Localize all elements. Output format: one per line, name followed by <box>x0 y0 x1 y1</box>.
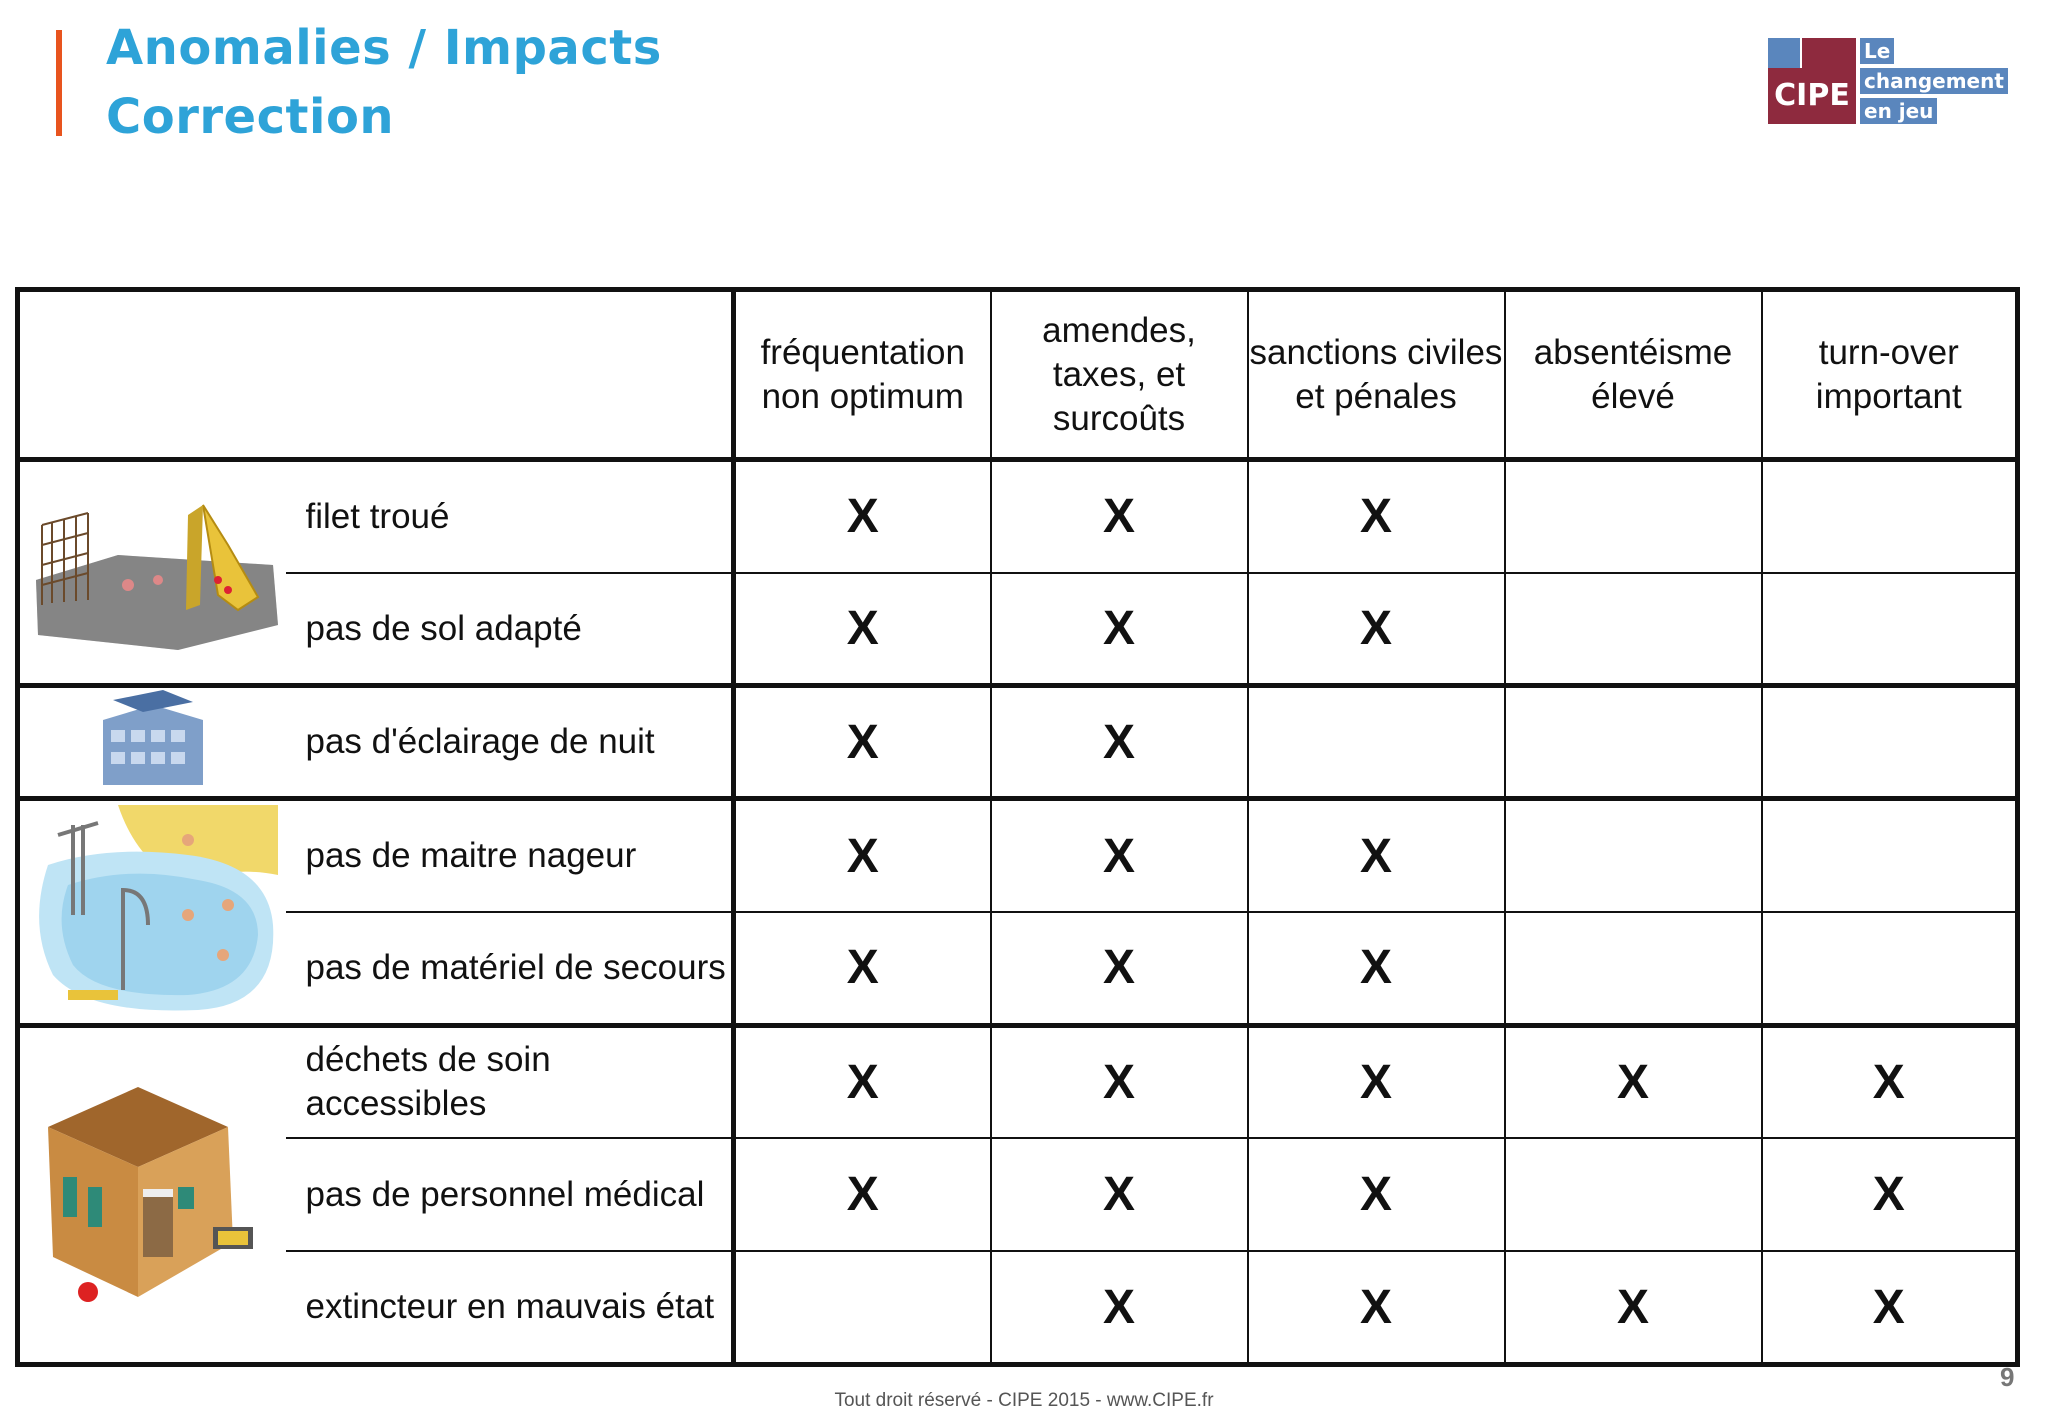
impact-mark: X <box>734 912 991 1025</box>
table-row <box>18 1025 2018 1138</box>
title-line-1: Anomalies / Impacts <box>106 20 662 76</box>
impact-mark: X <box>734 573 991 686</box>
logo-tag-3: en jeu <box>1860 98 1937 124</box>
impact-mark: X <box>991 799 1248 912</box>
impact-mark: X <box>991 573 1248 686</box>
page-title <box>106 14 662 152</box>
title-line-2: Correction <box>106 89 395 145</box>
impact-mark: X <box>991 686 1248 799</box>
table-row <box>18 573 2018 686</box>
row-label: pas de personnel médical <box>286 1138 734 1251</box>
impact-mark: X <box>1505 1251 1762 1364</box>
page-number: 9 <box>2000 1362 2015 1392</box>
impact-mark <box>1505 799 1762 912</box>
cipe-logo <box>1768 38 2018 130</box>
impact-mark: X <box>734 1138 991 1251</box>
column-header: sanctions civiles et pénales <box>1248 290 1505 460</box>
row-label: filet troué <box>286 460 734 573</box>
impact-mark: X <box>991 460 1248 573</box>
header-row <box>18 290 2018 460</box>
table-row <box>18 799 2018 912</box>
impact-mark <box>1505 573 1762 686</box>
logo-tag-1: Le <box>1860 38 1894 64</box>
table-row <box>18 1138 2018 1251</box>
building-illustration <box>18 686 286 799</box>
impact-mark: X <box>1762 1025 2018 1138</box>
impact-mark: X <box>734 799 991 912</box>
column-header: amendes, taxes, et surcoûts <box>991 290 1248 460</box>
impact-mark: X <box>734 460 991 573</box>
impact-mark: X <box>991 1025 1248 1138</box>
table-row <box>18 686 2018 799</box>
table-row <box>18 1251 2018 1364</box>
impact-mark: X <box>991 1251 1248 1364</box>
header-corner <box>18 290 734 460</box>
impact-mark: X <box>991 912 1248 1025</box>
impact-mark <box>1762 686 2018 799</box>
row-label: pas de maitre nageur <box>286 799 734 912</box>
impact-mark: X <box>1248 460 1505 573</box>
row-label: pas de sol adapté <box>286 573 734 686</box>
impact-mark: X <box>1248 912 1505 1025</box>
impact-mark: X <box>734 1025 991 1138</box>
impact-mark <box>1505 460 1762 573</box>
table-row <box>18 460 2018 573</box>
impact-mark <box>1248 686 1505 799</box>
impact-mark <box>1762 912 2018 1025</box>
impact-mark <box>1762 799 2018 912</box>
impact-mark <box>734 1251 991 1364</box>
impact-mark <box>1505 912 1762 1025</box>
column-header: absentéisme élevé <box>1505 290 1762 460</box>
impact-mark <box>1762 573 2018 686</box>
impact-mark <box>1505 1138 1762 1251</box>
impact-mark <box>1762 460 2018 573</box>
row-label: déchets de soin accessibles <box>286 1025 734 1138</box>
row-label: pas de matériel de secours <box>286 912 734 1025</box>
impact-mark <box>1505 686 1762 799</box>
impact-mark: X <box>1248 799 1505 912</box>
logo-name: CIPE <box>1768 68 1856 124</box>
impact-mark: X <box>1248 1025 1505 1138</box>
column-header: fréquentation non optimum <box>734 290 991 460</box>
infirmary-illustration <box>18 1025 286 1364</box>
impact-mark: X <box>991 1138 1248 1251</box>
impact-mark: X <box>734 686 991 799</box>
column-header: turn-over important <box>1762 290 2018 460</box>
impact-mark: X <box>1762 1251 2018 1364</box>
row-label: extincteur en mauvais état <box>286 1251 734 1364</box>
impact-mark: X <box>1505 1025 1762 1138</box>
logo-tag-2: changement <box>1860 68 2008 94</box>
title-accent-bar <box>56 30 62 136</box>
playground-illustration <box>18 460 286 686</box>
footer-copyright: Tout droit réservé - CIPE 2015 - www.CIPE.fr <box>834 1390 1214 1411</box>
impact-mark: X <box>1248 1138 1505 1251</box>
pool-illustration <box>18 799 286 1025</box>
impact-mark: X <box>1762 1138 2018 1251</box>
impact-mark: X <box>1248 573 1505 686</box>
impact-mark: X <box>1248 1251 1505 1364</box>
anomalies-impacts-table <box>15 287 2020 1367</box>
table-row <box>18 912 2018 1025</box>
row-label: pas d'éclairage de nuit <box>286 686 734 799</box>
